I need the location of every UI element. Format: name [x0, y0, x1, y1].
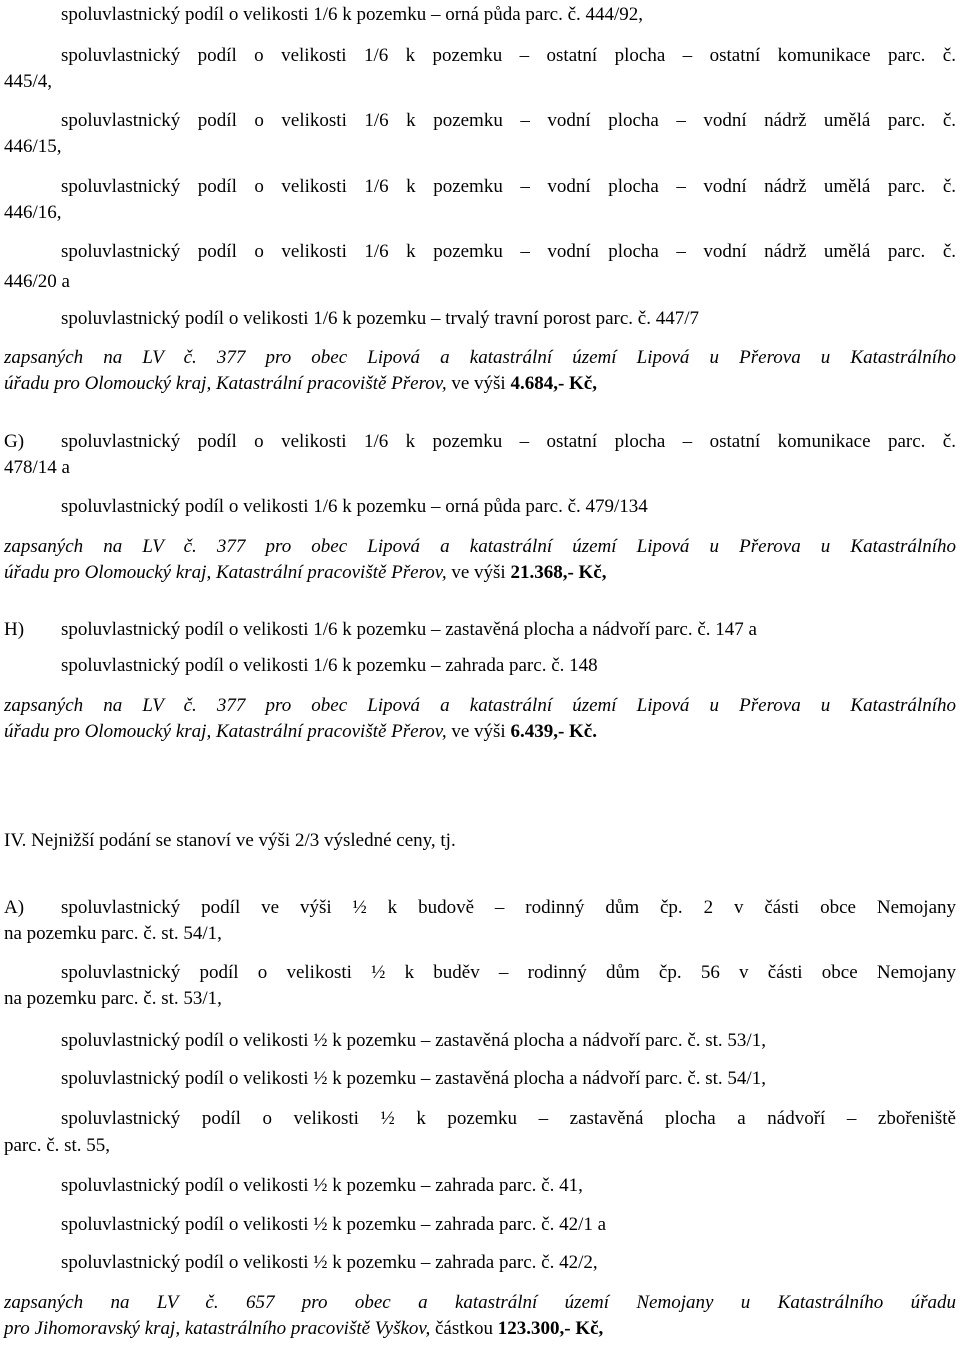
registry-text: pro Jihomoravský kraj, katastrálního pracoviště Vyškov, [4, 1318, 431, 1339]
item-line: spoluvlastnický podíl o velikosti 1/6 k pozemku – trvalý travní porost parc. č. 447/7 [61, 308, 699, 329]
registry-line-cont [4, 561, 606, 585]
registry-plain: ve výši [446, 373, 511, 394]
item-line: spoluvlastnický podíl ve výši ½ k budově – rodinný dům čp. 2 v části obce Nemojany [61, 897, 956, 918]
registry-line-cont [4, 1317, 603, 1341]
block-label: G) [4, 431, 25, 452]
amount: 6.439,- Kč. [510, 721, 597, 742]
registry-line: zapsaných na LV č. 377 pro obec Lipová a katastrální území Lipová u Přerova u Katastrálního [4, 695, 956, 716]
item-line-cont: 445/4, [4, 71, 53, 92]
item-line: spoluvlastnický podíl o velikosti 1/6 k pozemku – zastavěná plocha a nádvoří parc. č. 147 a [61, 619, 757, 640]
item-line-cont: 446/15, [4, 136, 62, 157]
item-line: spoluvlastnický podíl o velikosti 1/6 k pozemku – vodní plocha – vodní nádrž umělá parc. č. [61, 110, 956, 131]
item-line: spoluvlastnický podíl o velikosti ½ k pozemku – zastavěná plocha a nádvoří parc. č. st. 54/1, [61, 1068, 766, 1089]
item-line-cont: na pozemku parc. č. st. 53/1, [4, 988, 222, 1009]
registry-plain: ve výši [446, 721, 511, 742]
item-line: spoluvlastnický podíl o velikosti ½ k pozemku – zastavěná plocha a nádvoří parc. č. st. 53/1, [61, 1030, 766, 1051]
amount: 4.684,- Kč, [510, 373, 597, 394]
registry-line: zapsaných na LV č. 377 pro obec Lipová a katastrální území Lipová u Přerova u Katastrálního [4, 536, 956, 557]
item-line-cont: 446/20 a [4, 271, 70, 292]
section-heading: IV. Nejnižší podání se stanoví ve výši 2/3 výsledné ceny, tj. [4, 830, 456, 851]
registry-text: úřadu pro Olomoucký kraj, Katastrální pracoviště Přerov, [4, 373, 447, 394]
registry-line: zapsaných na LV č. 657 pro obec a katastrální území Nemojany u Katastrálního úřadu [4, 1292, 956, 1313]
registry-line-cont [4, 720, 597, 744]
registry-line: zapsaných na LV č. 377 pro obec Lipová a katastrální území Lipová u Přerova u Katastrálního [4, 347, 956, 368]
registry-plain: částkou [430, 1318, 498, 1339]
item-line: spoluvlastnický podíl o velikosti 1/6 k pozemku – ostatní plocha – ostatní komunikace parc. č. [61, 45, 956, 66]
amount: 123.300,- Kč, [497, 1318, 604, 1339]
block-label: H) [4, 619, 25, 640]
block-label: A) [4, 897, 25, 918]
item-line: spoluvlastnický podíl o velikosti ½ k pozemku – zahrada parc. č. 42/1 a [61, 1214, 607, 1235]
registry-text: úřadu pro Olomoucký kraj, Katastrální pracoviště Přerov, [4, 721, 447, 742]
item-line-cont: na pozemku parc. č. st. 54/1, [4, 923, 222, 944]
item-line: spoluvlastnický podíl o velikosti 1/6 k pozemku – ostatní plocha – ostatní komunikace parc. č. [61, 431, 956, 452]
item-line: spoluvlastnický podíl o velikosti ½ k pozemku – zahrada parc. č. 41, [61, 1175, 583, 1196]
registry-line-cont [4, 372, 597, 396]
registry-plain: ve výši [446, 562, 511, 583]
item-line: spoluvlastnický podíl o velikosti ½ k buděv – rodinný dům čp. 56 v části obce Nemojany [61, 962, 956, 983]
item-line: spoluvlastnický podíl o velikosti 1/6 k pozemku – zahrada parc. č. 148 [61, 655, 598, 676]
item-line-cont: parc. č. st. 55, [4, 1135, 111, 1156]
item-line: spoluvlastnický podíl o velikosti ½ k pozemku – zastavěná plocha a nádvoří – zbořeniště [61, 1108, 956, 1129]
amount: 21.368,- Kč, [510, 562, 607, 583]
item-line-cont: 446/16, [4, 202, 62, 223]
registry-text: úřadu pro Olomoucký kraj, Katastrální pracoviště Přerov, [4, 562, 447, 583]
item-line: spoluvlastnický podíl o velikosti 1/6 k pozemku – vodní plocha – vodní nádrž umělá parc. č. [61, 176, 956, 197]
item-line-cont: 478/14 a [4, 457, 70, 478]
item-line: spoluvlastnický podíl o velikosti ½ k pozemku – zahrada parc. č. 42/2, [61, 1252, 598, 1273]
item-line: spoluvlastnický podíl o velikosti 1/6 k pozemku – orná půda parc. č. 444/92, [61, 4, 644, 25]
item-line: spoluvlastnický podíl o velikosti 1/6 k pozemku – orná půda parc. č. 479/134 [61, 496, 648, 517]
item-line: spoluvlastnický podíl o velikosti 1/6 k pozemku – vodní plocha – vodní nádrž umělá parc. č. [61, 241, 956, 262]
